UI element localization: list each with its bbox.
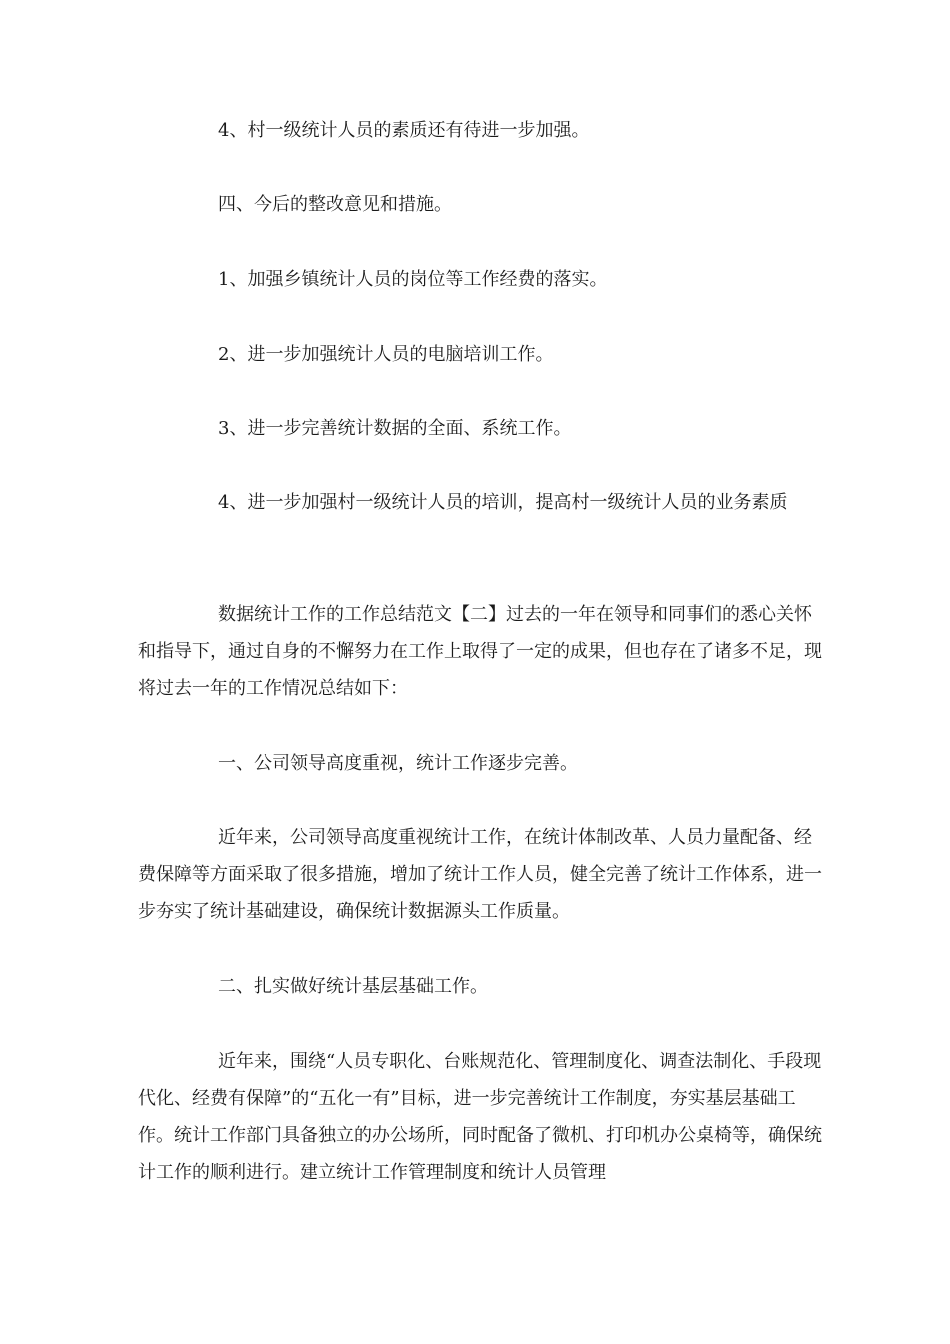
paragraph-measure-4: 4、进一步加强村一级统计人员的培训，提高村一级统计人员的业务素质 (218, 492, 788, 513)
section-heading-rectification: 四、今后的整改意见和措施。 (218, 194, 452, 215)
paragraph-measure-2: 2、进一步加强统计人员的电脑培训工作。 (218, 344, 554, 365)
paragraph-summary-intro: 数据统计工作的工作总结范文【二】过去的一年在领导和同事们的悉心关怀和指导下，通过自身的不懈努力在工作上取得了一定的成果，但也存在了诸多不足，现将过去一年的工作情况总结如下： (138, 604, 822, 699)
section-heading-leadership: 一、公司领导高度重视，统计工作逐步完善。 (218, 753, 578, 774)
paragraph-measure-3: 3、进一步完善统计数据的全面、系统工作。 (218, 418, 572, 439)
paragraph-leadership-detail: 近年来，公司领导高度重视统计工作，在统计体制改革、人员力量配备、经费保障等方面采取了很多措施，增加了统计工作人员，健全完善了统计工作体系，进一步夯实了统计基础建设，确保统计数据源头工作质量。 (138, 827, 822, 922)
paragraph-measure-1: 1、加强乡镇统计人员的岗位等工作经费的落实。 (218, 269, 608, 290)
paragraph-grassroots-detail: 近年来，围绕“人员专职化、台账规范化、管理制度化、调查法制化、手段现代化、经费有保障”的“五化一有”目标，进一步完善统计工作制度，夯实基层基础工作。统计工作部门具备独立的办公场所，同时配备了微机、打印机办公桌椅等，确保统计工作的顺利进行。建立统计工作管理制度和统计人员管理 (138, 1051, 822, 1183)
section-heading-grassroots: 二、扎实做好统计基层基础工作。 (218, 976, 488, 997)
paragraph-village-staff-quality: 4、村一级统计人员的素质还有待进一步加强。 (218, 120, 590, 141)
